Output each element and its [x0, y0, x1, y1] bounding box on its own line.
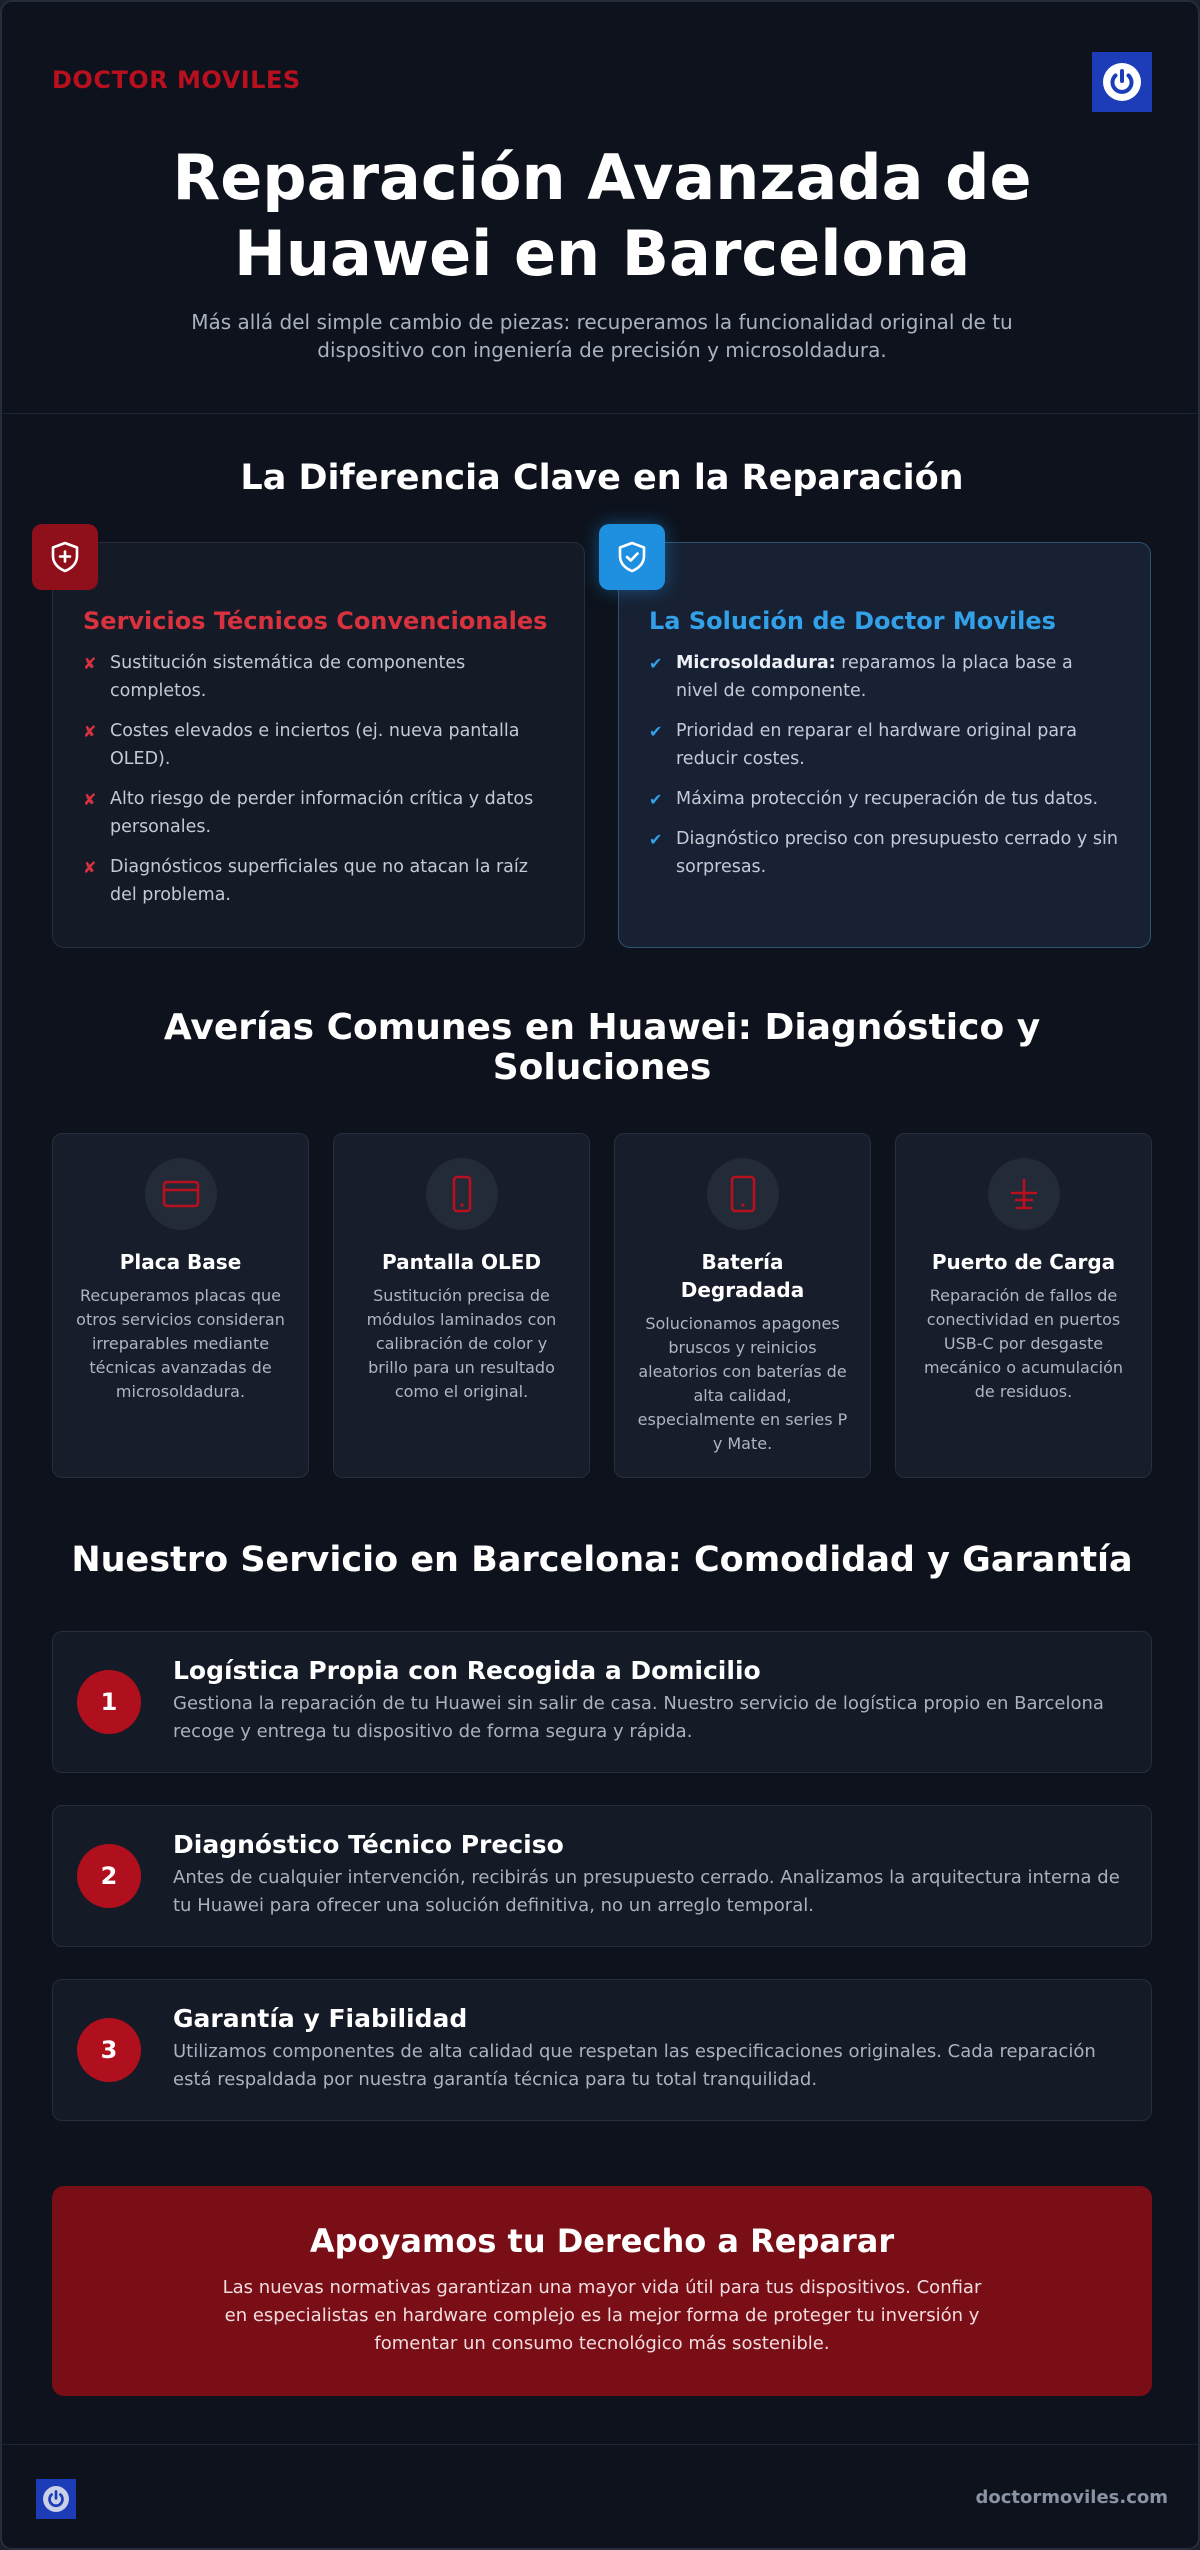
list-item: ✔ Diagnóstico preciso con presupuesto cerrado y sin sorpresas. [649, 825, 1120, 881]
phone-icon [426, 1158, 498, 1230]
page-subtitle: Más allá del simple cambio de piezas: recuperamos la funcionalidad original de tu dispositivo con ingeniería de precisión y microsoldadura. [191, 310, 1013, 362]
banner-description: Las nuevas normativas garantizan una mayor vida útil para tus dispositivos. Confiar en especialistas en hardware complejo es la mejor forma de proteger tu inversión y fomentar un consumo tecnológico más sostenible. [222, 2277, 982, 2354]
step-description: Antes de cualquier intervención, recibirás un presupuesto cerrado. Analizamos la arquitectura interna de tu Huawei para ofrecer una solución definitiva, no un arreglo temporal. [173, 1867, 1120, 1916]
fault-title: Puerto de Carga [931, 1250, 1116, 1274]
power-icon[interactable] [36, 2479, 76, 2519]
fault-card-oled-screen [333, 1133, 590, 1478]
check-icon: ✔ [649, 654, 663, 673]
shield-check-icon [599, 524, 665, 590]
shield-plus-icon [32, 524, 98, 590]
service-step-diagnosis [52, 1805, 1152, 1947]
fault-description: Reparación de fallos de conectividad en puertos USB-C por desgaste mecánico o acumulación de residuos. [923, 1286, 1124, 1401]
service-step-logistics [52, 1631, 1152, 1773]
check-icon: ✔ [649, 790, 663, 809]
card-icon [145, 1158, 217, 1230]
list-item: ✔ Prioridad en reparar el hardware original para reducir costes. [649, 717, 1120, 773]
tablet-icon [707, 1158, 779, 1230]
check-icon: ✔ [649, 830, 663, 849]
right-to-repair-banner [52, 2186, 1152, 2396]
doctor-moviles-solution-card [618, 542, 1151, 948]
step-description: Gestiona la reparación de tu Huawei sin salir de casa. Nuestro servicio de logística propio en Barcelona recoge y entrega tu dispositivo de forma segura y rápida. [173, 1693, 1104, 1742]
banner-title: Apoyamos tu Derecho a Reparar [309, 2222, 895, 2260]
list-item: ✔ Microsoldadura: reparamos la placa base a nivel de componente. [649, 649, 1120, 705]
fault-card-charging-port [895, 1133, 1152, 1478]
step-number: 1 [77, 1670, 141, 1734]
list-item: ✘ Sustitución sistemática de componentes completos. [83, 649, 554, 705]
step-description: Utilizamos componentes de alta calidad que respetan las especificaciones originales. Cada reparación está respaldada por nuestra garantía técnica para tu total tranquilidad. [173, 2041, 1096, 2090]
step-title: Garantía y Fiabilidad [173, 2004, 468, 2033]
x-icon: ✘ [83, 858, 97, 877]
header [2, 2, 1200, 414]
fault-card-battery [614, 1133, 871, 1478]
solution-list [649, 649, 1120, 881]
faults-title: Averías Comunes en Huawei: Diagnóstico y Soluciones [163, 1007, 1041, 1088]
service-title: Nuestro Servicio en Barcelona: Comodidad y Garantía [71, 1540, 1133, 1580]
step-number: 2 [77, 1844, 141, 1908]
list-item: ✘ Costes elevados e inciertos (ej. nueva pantalla OLED). [83, 717, 554, 773]
x-icon: ✘ [83, 654, 97, 673]
fault-title: Pantalla OLED [381, 1250, 542, 1274]
fault-description: Sustitución precisa de módulos laminados con calibración de color y brillo para un resultado como el original. [366, 1286, 557, 1401]
brand-name: DOCTOR MOVILES [52, 66, 301, 94]
step-title: Logística Propia con Recogida a Domicilio [173, 1656, 761, 1685]
list-item: ✘ Diagnósticos superficiales que no atacan la raíz del problema. [83, 853, 554, 909]
charging-port-icon [988, 1158, 1060, 1230]
step-title: Diagnóstico Técnico Preciso [173, 1830, 564, 1859]
page-title: Reparación Avanzada de Huawei en Barcelona [172, 141, 1032, 290]
check-icon: ✔ [649, 722, 663, 741]
footer [2, 2444, 1200, 2550]
conventional-services-card [52, 542, 585, 948]
comparison-title: La Diferencia Clave en la Reparación [240, 458, 964, 498]
step-number: 3 [77, 2018, 141, 2082]
x-icon: ✘ [83, 790, 97, 809]
solution-card-title: La Solución de Doctor Moviles [649, 607, 1056, 635]
fault-title: Placa Base [119, 1250, 242, 1274]
list-item: ✘ Alto riesgo de perder información crítica y datos personales. [83, 785, 554, 841]
power-icon[interactable] [1092, 52, 1152, 112]
fault-card-motherboard [52, 1133, 309, 1478]
service-step-warranty [52, 1979, 1152, 2121]
conventional-card-title: Servicios Técnicos Convencionales [83, 607, 548, 635]
fault-description: Solucionamos apagones bruscos y reinicios aleatorios con baterías de alta calidad, especialmente en series P y Mate. [637, 1314, 848, 1453]
fault-title: Batería Degradada [680, 1250, 805, 1302]
x-icon: ✘ [83, 722, 97, 741]
conventional-list [83, 649, 554, 909]
list-item: ✔ Máxima protección y recuperación de tus datos. [649, 785, 1120, 813]
website-link[interactable]: doctormoviles.com [975, 2487, 1168, 2508]
fault-description: Recuperamos placas que otros servicios consideran irreparables mediante técnicas avanzadas de microsoldadura. [76, 1286, 285, 1401]
